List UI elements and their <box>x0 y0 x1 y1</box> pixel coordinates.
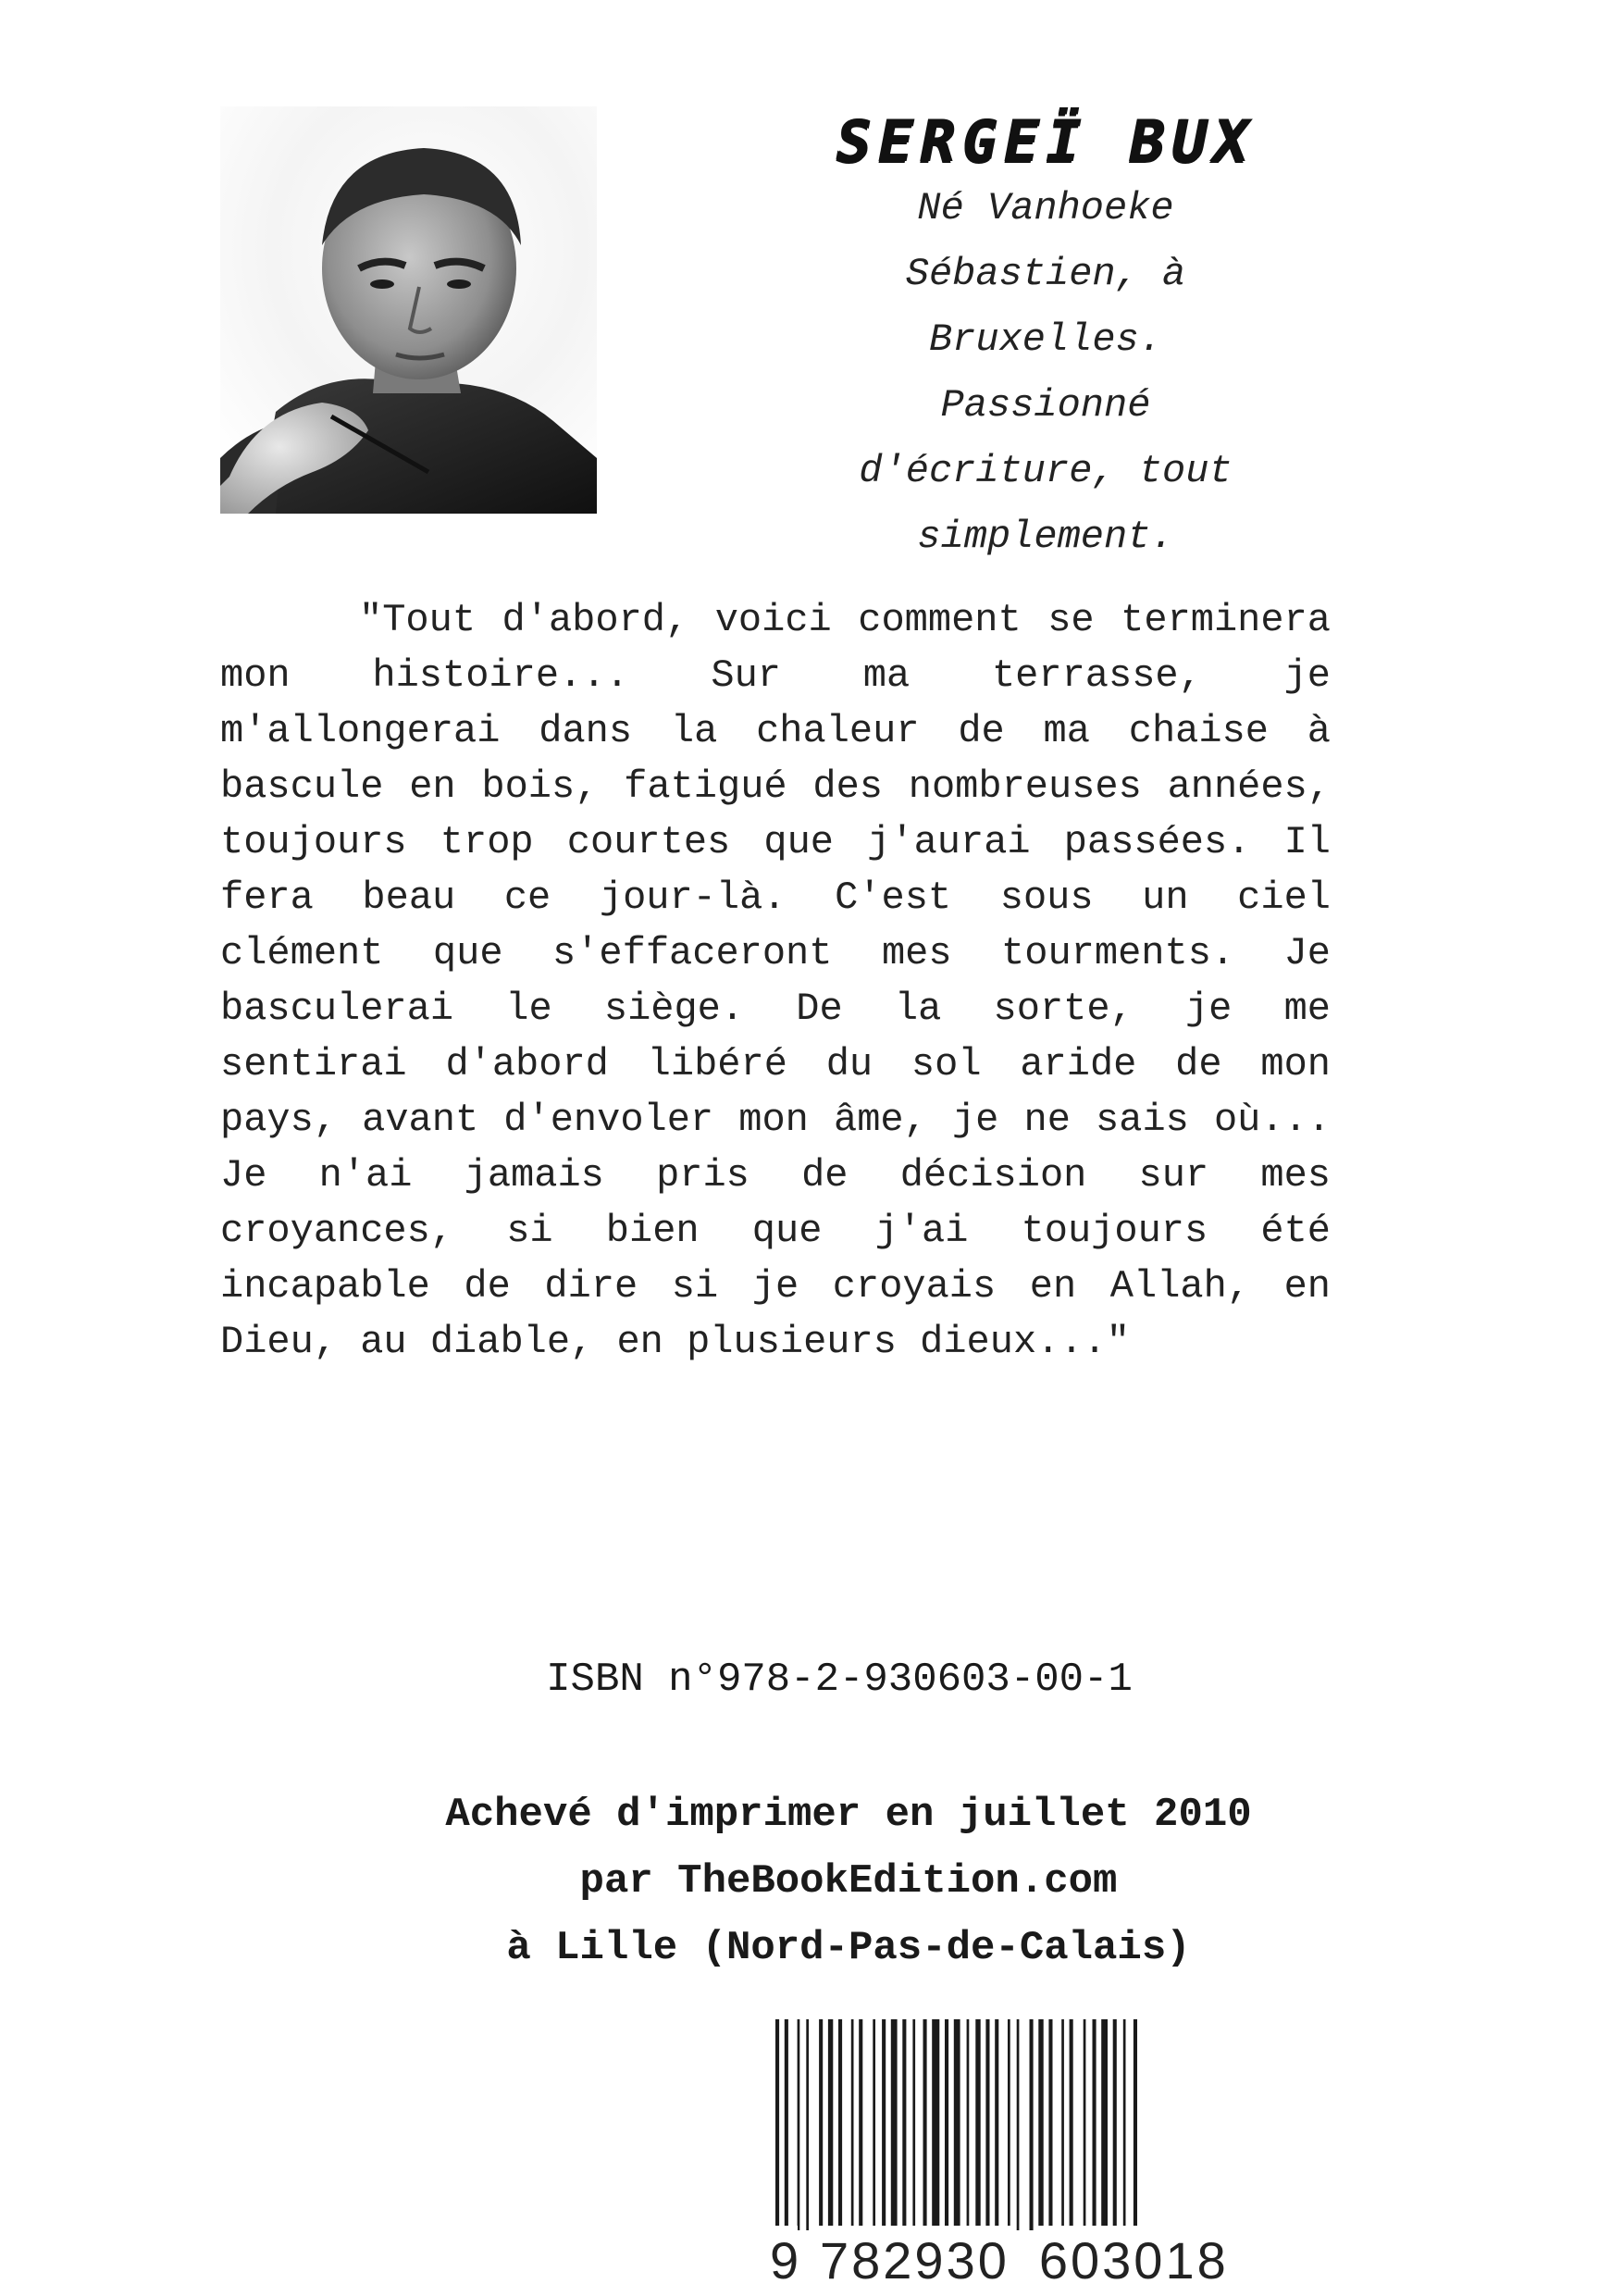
barcode-bar <box>806 2019 809 2230</box>
barcode-bar <box>828 2019 833 2230</box>
barcode-bar <box>873 2019 875 2230</box>
barcode-bar <box>945 2019 948 2230</box>
barcode-bar <box>859 2019 862 2230</box>
bio-line: Né Vanhoeke <box>917 186 1174 230</box>
barcode-bar <box>1017 2019 1020 2230</box>
book-excerpt: "Tout d'abord, voici comment se terminera mon histoire... Sur ma terrasse, je m'allongerai dans la chaleur de ma chaise à bascule en bois, fatigué des nombreuses années, toujours trop courtes que j'aurai passées. Il fera beau ce jour-là. C'est sous un ciel clément que s'effaceront mes tourments. Je basculerai le siège. De la sorte, je me sentirai d'abord libéré du sol aride de mon pays, avant d'envoler mon âme, je ne sais où... Je n'ai jamais pris de décision sur mes croyances, si bien que j'ai toujours été incapable de dire si je croyais en Allah, en Dieu, au diable, en plusieurs dieux..." <box>220 598 1331 1364</box>
barcode-bar <box>1008 2019 1010 2230</box>
printing-info <box>0 1781 1623 1981</box>
barcode-bar <box>1084 2019 1086 2230</box>
barcode-bar <box>985 2019 989 2230</box>
barcode-bar <box>891 2019 898 2230</box>
barcode-bar <box>995 2019 998 2230</box>
author-bio <box>768 176 1323 570</box>
barcode-bar <box>882 2019 886 2230</box>
barcode-bar <box>1093 2019 1096 2230</box>
barcode-bar <box>902 2019 906 2230</box>
barcode-bar <box>1061 2019 1064 2230</box>
barcode-bar <box>1048 2019 1052 2230</box>
barcode-bar <box>838 2019 842 2230</box>
barcode-digits <box>770 2226 1282 2296</box>
barcode-left-group: 782930 <box>818 2226 1011 2296</box>
barcode-bar <box>1123 2019 1126 2230</box>
printing-date-line: Achevé d'imprimer en juillet 2010 <box>445 1792 1252 1838</box>
isbn-number: ISBN n°978-2-930603-00-1 <box>546 1657 1133 1703</box>
barcode-bar <box>819 2019 823 2230</box>
barcode-bar <box>1134 2019 1137 2230</box>
author-portrait-photo-icon <box>220 106 597 514</box>
barcode-bar <box>798 2019 800 2230</box>
printing-publisher-line: par TheBookEdition.com <box>579 1858 1118 1905</box>
bio-line: Sébastien, à <box>905 252 1186 296</box>
barcode-bar <box>1038 2019 1043 2230</box>
barcode-bar <box>1070 2019 1073 2230</box>
bio-line: d'écriture, tout <box>859 449 1233 493</box>
barcode-bar <box>1113 2019 1117 2230</box>
bio-line: simplement. <box>917 515 1174 559</box>
bio-line: Passionné <box>940 383 1151 428</box>
barcode-bar <box>1101 2019 1108 2230</box>
barcode-bar <box>851 2019 854 2230</box>
barcode-lead-digit: 9 <box>770 2226 798 2296</box>
barcode-bar <box>912 2019 915 2230</box>
printing-location-line: à Lille (Nord-Pas-de-Calais) <box>506 1925 1191 1971</box>
author-name: SERGEÏ BUX <box>836 107 1256 175</box>
barcode-bar <box>932 2019 939 2230</box>
barcode-right-group: 603018 <box>1037 2226 1231 2296</box>
barcode-bar <box>975 2019 980 2230</box>
bio-line: Bruxelles. <box>928 317 1163 362</box>
barcode-bar <box>923 2019 927 2230</box>
author-photo <box>220 106 597 514</box>
barcode-bar <box>1030 2019 1034 2230</box>
